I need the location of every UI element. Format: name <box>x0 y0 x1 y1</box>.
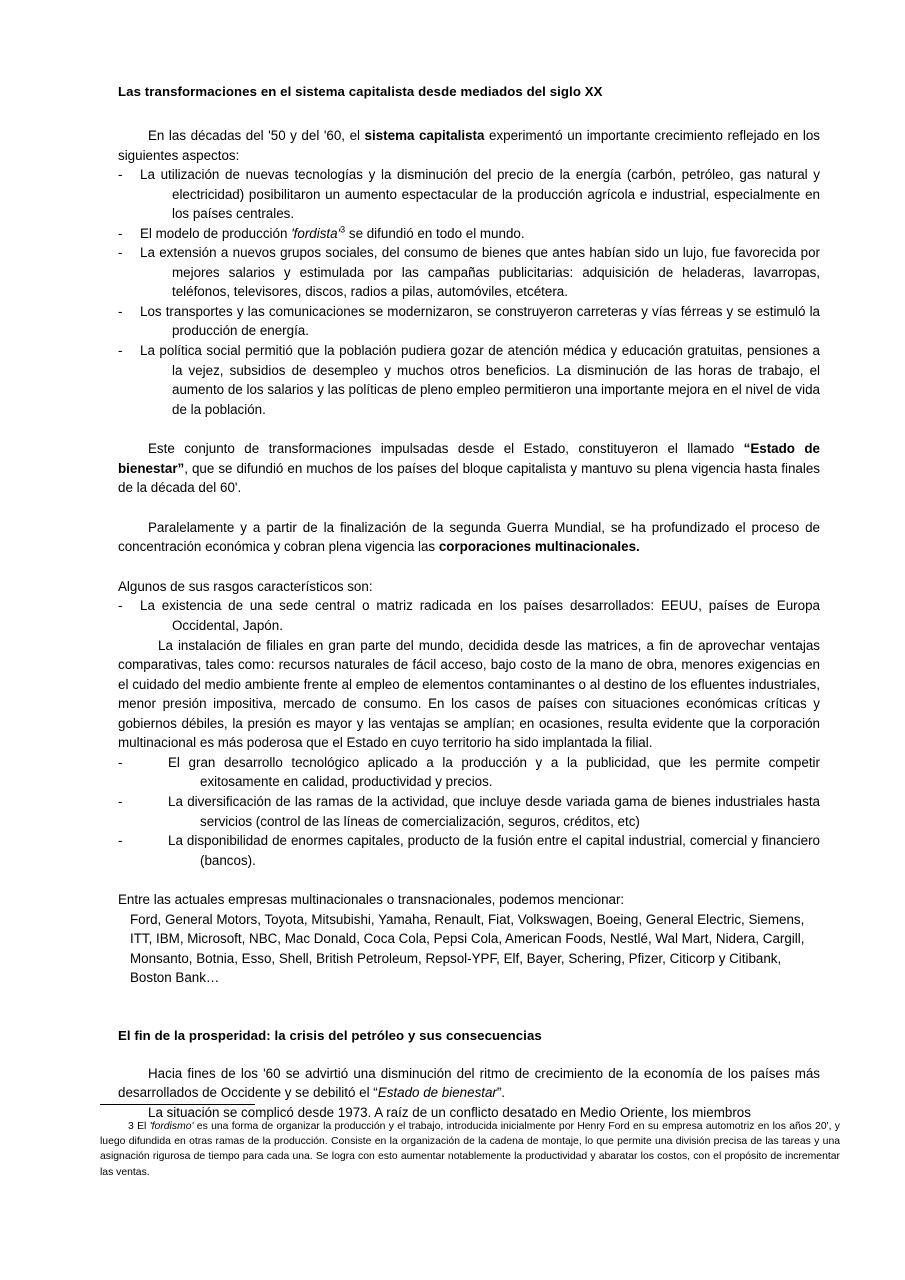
footnote-separator-rule <box>100 1104 255 1105</box>
bullet-dash-icon: - <box>118 598 123 614</box>
welfare-bold-term: “Estado de bienestar” <box>118 441 821 476</box>
bullet-dash-icon: - <box>118 303 123 319</box>
fordista-italic-term: 'fordista' <box>291 225 341 241</box>
bullet-dash-icon: - <box>118 793 123 809</box>
intro-paragraph <box>118 126 820 165</box>
bullet-dash-icon: - <box>118 245 123 261</box>
list-item-text: La política social permitió que la población pudiera gozar de atención médica y educación gratuitas, pensiones a la vejez, subsidios de desempleo y muchos otros beneficios. La disminución de las horas de trabajo, el aumento de los salarios y las políticas de pleno empleo permitieron una importante mejora en el nivel de vida de la población. <box>140 343 820 417</box>
crisis-text-before: Hacia fines de los '60 se advirtió una disminución del ritmo de crecimiento de la economía de los países más desarrollados de Occidente y se debilitó el “ <box>118 1065 820 1101</box>
footnote-entry <box>100 1119 840 1180</box>
section-spacer <box>118 988 820 1028</box>
intro-text-before: En las décadas del '50 y del '60, el <box>148 128 365 143</box>
intro-bold-term: sistema capitalista <box>364 128 485 143</box>
paragraph-spacer <box>118 557 820 577</box>
crisis-paragraph-1 <box>118 1064 820 1103</box>
list-item-text: La diversificación de las ramas de la actividad, que incluye desde variada gama de bienes industriales hasta servicios (control de las líneas de comercialización, seguros, créditos, etc) <box>168 793 820 829</box>
footnote-text-after: es una forma de organizar la producción y el trabajo, introducida inicialmente por Henry Ford en su empresa automotriz en los años 20', y luego difundida en otras ramas de la producción. Consiste en la organización de la cadena de montaje, lo que permite una división precisa de las tareas y una asignación rigurosa de tiempo para cada una. Se logra con esto aumentar notablemente la productividad y abaratar los costos, con el propósito de incrementar las ventas. <box>100 1121 841 1178</box>
welfare-state-paragraph <box>118 439 820 498</box>
list-item-text: El gran desarrollo tecnológico aplicado a la producción y a la publicidad, que les permite competir exitosamente en calidad, productividad y precios. <box>168 754 820 790</box>
bullet-dash-icon: - <box>118 343 123 359</box>
footnote-section <box>100 1104 840 1180</box>
footnote-text-before: El <box>133 1121 150 1132</box>
welfare-text-after: , que se difundió en muchos de los países del bloque capitalista y mantuvo su plena vigencia hasta finales de la década del 60'. <box>118 460 820 496</box>
footnote-number: 3 <box>128 1121 134 1132</box>
document-body <box>118 84 820 1123</box>
list-item-text: La extensión a nuevos grupos sociales, del consumo de bienes que antes habían sido un lujo, fue favorecida por mejores salarios y estimulada por las campañas publicitarias: adquisición de heladeras, lavarropas, teléfonos, televisores, discos, radios a pilas, automóviles, etcétera. <box>140 245 820 300</box>
characteristics-lead-in: Algunos de sus rasgos característicos son: <box>118 578 373 594</box>
list-item <box>118 165 820 224</box>
multinationals-bold-term: corporaciones multinacionales. <box>438 539 640 555</box>
multinationals-text-before: Paralelamente y a partir de la finalización de la segunda Guerra Mundial, se ha profundizado el proceso de concentración económica y cobran plena vigencia las <box>118 519 820 555</box>
crisis-paragraph-2: La situación se complicó desde 1973. A raíz de un conflicto desatado en Medio Oriente, los miembros <box>148 1104 751 1120</box>
bullet-dash-icon: - <box>118 833 123 849</box>
paragraph-spacer <box>118 419 820 439</box>
list-item-text: La existencia de una sede central o matriz radicada en los países desarrollados: EEUU, países de Europa Occidental, Japón. <box>140 598 820 634</box>
page-title: Las transformaciones en el sistema capitalista desde mediados del siglo XX <box>118 84 603 99</box>
intro-text-after: experimentó un importante crecimiento reflejado en los siguientes aspectos: <box>118 128 820 163</box>
list-item <box>118 341 820 419</box>
list-item-text: Los transportes y las comunicaciones se modernizaron, se construyeron carreteras y vías férreas y se estimuló la producción de energía. <box>140 303 820 339</box>
section-heading-crisis: El fin de la prosperidad: la crisis del petróleo y sus consecuencias <box>118 1027 542 1043</box>
subsidiaries-paragraph: La instalación de filiales en gran parte del mundo, decidida desde las matrices, a fin de aprovechar ventajas comparativas, tales como: recursos naturales de fácil acceso, bajo costo de la mano de obra, menores exigencias en el cuidado del medio ambiente frente al empleo de elementos contaminantes o al destino de los efluentes industriales, menor presión impositiva, mercado de consumo. En los casos de países con situaciones económicas críticas y gobiernos débiles, la presión es mayor y las ventajas se amplían; en ocasiones, resulta evidente que la corporación multinacional es más poderosa que el Estado en cuyo territorio ha sido implantada la filial. <box>118 637 820 751</box>
list-item <box>118 596 820 635</box>
list-item-text: La disponibilidad de enormes capitales, producto de la fusión entre el capital industrial, comercial y financiero (bancos). <box>168 833 820 868</box>
fordismo-italic-term: 'fordismo' <box>149 1121 194 1132</box>
list-item-text-a: El modelo de producción <box>140 225 292 241</box>
bullet-dash-icon: - <box>118 754 123 770</box>
bullet-dash-icon: - <box>118 167 123 183</box>
list-item-text-b: se difundió en todo el mundo. <box>345 225 525 241</box>
companies-lead-in: Entre las actuales empresas multinacionales o transnacionales, podemos mencionar: <box>118 892 625 908</box>
list-item <box>118 302 820 341</box>
estado-bienestar-italic-term: Estado de bienestar <box>377 1085 497 1101</box>
bullet-dash-icon: - <box>118 225 123 241</box>
crisis-text-after: ”. <box>496 1085 506 1101</box>
paragraph-spacer <box>118 1044 820 1064</box>
paragraph-spacer <box>118 498 820 518</box>
list-item <box>118 243 820 302</box>
list-item <box>118 792 820 831</box>
companies-list: Ford, General Motors, Toyota, Mitsubishi, Yamaha, Renault, Fiat, Volkswagen, Boeing, General Electric, Siemens, ITT, IBM, Microsoft, NBC, Mac Donald, Coca Cola, Pepsi Cola, American Foods, Nestlé, Wal Mart, Nidera, Cargill, Monsanto, Botnia, Esso, Shell, British Petroleum, Repsol-YPF, Elf, Bayer, Schering, Pfizer, Citicorp y Citibank, Boston Bank… <box>130 911 805 986</box>
welfare-text-before: Este conjunto de transformaciones impulsadas desde el Estado, constituyeron el llamado <box>148 441 744 457</box>
list-item <box>118 753 820 792</box>
footnote-reference-marker: 3 <box>340 224 346 235</box>
multinationals-paragraph <box>118 518 820 557</box>
list-item <box>118 831 820 870</box>
list-item-text: La utilización de nuevas tecnologías y la disminución del precio de la energía (carbón, petróleo, gas natural y electricidad) posibilitaron un aumento espectacular de la producción agrícola e industrial, especialmente en los países centrales. <box>140 167 820 222</box>
list-item <box>118 224 820 244</box>
paragraph-spacer <box>118 870 820 890</box>
